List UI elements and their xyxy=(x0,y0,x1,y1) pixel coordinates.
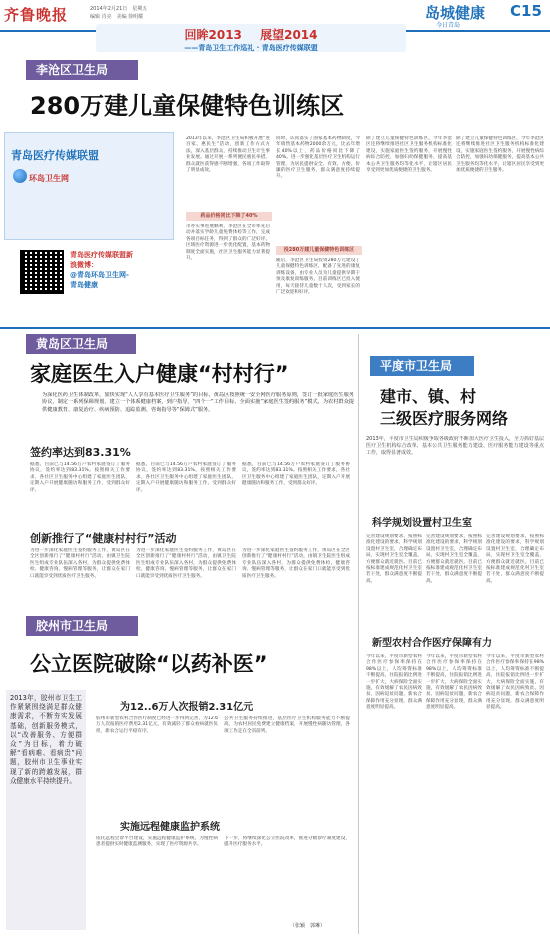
huangdao-sub1-col-2: 据悉，目前已与14.56万户农村家庭签订了服务协议，签约率达到83.31%。按照相关工作要求，各社区卫生服务中心组建了家庭医生团队，定期入户开展健康随访和服务工作，受到群众好评。 xyxy=(136,462,236,493)
pingdu-headline-2: 三级医疗服务网络 xyxy=(380,409,509,428)
jiaozhou-headline: 公立医院破除“以药补医” xyxy=(30,652,268,676)
licang-col-4: 随后，李沧区卫生局投资280万元建设了儿童保健特色训练区，配备了先进的康复训练设备，由专业人员为儿童提供早期干预及康复训练服务。目前训练区已投入使用，每天接待儿童数十人次，受到家长的广泛欢迎和好评。 xyxy=(276,258,360,296)
licang-col-5: 除了建立儿童保健特色训练区，今年李沧区还将继续推进社区卫生服务机构标准化建设，实施家庭医生签约服务，开展慢性病综合防控，加强妇幼保健服务，提高基本公共卫生服务均等化水平，让辖区居民享受到更加优质便捷的卫生服务。 xyxy=(366,136,452,174)
globe-icon xyxy=(13,169,27,183)
banner xyxy=(96,24,406,52)
huangdao-lede: 为深化医药卫生体制改革，加快实现“人人享有基本医疗卫生服务”的目标，黄岛区按照统一安全网医疗服务原则，签订一批家庭医生服务协议，制定一系列保障规划，建立一个体系健康档案，到户指导，“四个一”工作目标，全面实施“家庭医生签约服务”模式，为农村群众提供健康教育、康复治疗、疾病预防、追踪监测、咨询指导等“保姆式”服务。 xyxy=(42,392,354,413)
date-line: 2014年2月21日 星期五 xyxy=(90,6,148,12)
qr-caption xyxy=(70,250,180,290)
licang-subbox-2: 投280万建儿童保健特色训练区 xyxy=(276,246,362,255)
jiaozhou-col-3: 依托远程会诊平台建设，实施远程健康监护系统，为慢性病患者提供实时健康监测服务，实现了医疗资源共享。 xyxy=(96,836,218,848)
qr-caption-4: 青岛健康 xyxy=(70,281,98,289)
banner-title-b: 展望2014 xyxy=(260,28,318,42)
huangdao-sub2-col-3: 为进一步深化家庭医生签约服务工作，黄岛区在全区创新推行了“健康村村行”活动，由镇卫生院医生组成专业队伍深入各村，为群众提供免费体检、健康咨询、慢病管理等服务，让群众在家门口就能享受到优质医疗卫生服务。 xyxy=(242,548,350,579)
qr-caption-1: 青岛医疗传媒联盟新 xyxy=(70,251,133,259)
jiaozhou-col-2: 公共卫生服务持续推进，基层医疗卫生机构服务能力不断提高，为农村居民免费建立健康档案，开展慢性病随访管理，各项工作走在全省前列。 xyxy=(224,716,350,734)
qr-caption-2: 浪微博： xyxy=(70,261,98,269)
licang-col-2: 市办实事进展顺利，李沧区在全市率先启动并落实学龄儿童免费体检等工作，完成各项目标任务，得到了群众的广泛好评。区域医疗资源进一步优化配置，基本药物制度全面实施，社区卫生服务能力显著提升。 xyxy=(186,224,270,262)
jiaozhou-col-4: 下一步，将继续深化公立医院改革，推进分级诊疗制度建设，提升医疗服务水平。 xyxy=(224,836,350,848)
pingdu-col-3: 完善建设规划要求，按照标准化建设的要求，科学规划设置村卫生室，合理确定布局，实现村卫生室全覆盖，方便群众就近就医。目前已按标准建成规范化村卫生室若干处，群众满意度不断提高。 xyxy=(486,534,544,584)
newrural-col-1: 今年以来，平度市新型农村合作医疗参保率保持在98%以上，人均筹资标准不断提高，住院报销比例进一步扩大，大病保险全面实施，有效缓解了农民因病致贫、因病返贫问题，新农合保障作用充分显现，群众满意度明显提高。 xyxy=(366,654,422,711)
licang-bar: 李沧区卫生局 xyxy=(26,60,138,80)
jiaozhou-col-1: 胶州市新型农村合作医疗制度已经进一步得到完善，为12.6万人次报销医疗费用2.31亿元，有效减轻了群众看病就医负担，新农合运行平稳有序。 xyxy=(96,716,218,734)
jiaozhou-sub-mid: 实施远程健康监护系统 xyxy=(120,822,220,833)
newrural-col-2: 今年以来，平度市新型农村合作医疗参保率保持在98%以上，人均筹资标准不断提高，住院报销比例进一步扩大，大病保险全面实施，有效缓解了农民因病致贫、因病返贫问题，新农合保障作用充分显现，群众满意度明显提高。 xyxy=(426,654,482,711)
jiaozhou-side-note xyxy=(6,690,86,930)
licang-col-6: 除了建立儿童保健特色训练区，今年李沧区还将继续推进社区卫生服务机构标准化建设，实施家庭医生签约服务，开展慢性病综合防控，加强妇幼保健服务，提高基本公共卫生服务均等化水平，让辖区居民享受到更加优质便捷的卫生服务。 xyxy=(456,136,544,174)
pingdu-sub: 科学规划设置村卫生室 xyxy=(372,518,472,529)
huangdao-sub1-col-3: 据悉，目前已与14.56万户农村家庭签订了服务协议，签约率达到83.31%。按照相关工作要求，各社区卫生服务中心组建了家庭医生团队，定期入户开展健康随访和服务工作，受到群众好评。 xyxy=(242,462,350,487)
page-code: C15 xyxy=(510,2,542,20)
section-title: 岛城健康 xyxy=(425,4,486,22)
ad-logo-sub: 环岛卫生网 xyxy=(29,174,69,183)
pingdu-col-2: 完善建设规划要求，按照标准化建设的要求，科学规划设置村卫生室，合理确定布局，实现村卫生室全覆盖，方便群众就近就医。目前已按标准建成规范化村卫生室若干处，群众满意度不断提高。 xyxy=(426,534,482,584)
banner-tag: ——青岛卫生工作巡礼 · 青岛医疗传媒联盟 xyxy=(184,44,318,52)
licang-col-3: 同时，认真落实了国家基本药物制度，今年销售基本药物2000余万元，比去年增长40%以上，药品价格同比下降了40%。进一步强化基层医疗卫生机构运行管理，为居民提供安全、有效、方便、价廉的医疗卫生服务，群众满意度持续提升。 xyxy=(276,136,360,180)
licang-headline: 280万建儿童保健特色训练区 xyxy=(30,92,345,120)
licang-col-1: 2013年以来，李沧区卫生局积极开展“进百家、惠民生”活动，创新工作方式方法，深入基层群众，持续推动卫生计生事业发展。通过开展一系列便民惠民举措，群众就医获得感不断增强，各项工作取得了明显成效。 xyxy=(186,136,270,174)
jiaozhou-bar: 胶州市卫生局 xyxy=(26,616,138,636)
huangdao-sub-2: 创新推行了“健康村村行”活动 xyxy=(30,532,177,545)
pingdu-headline-1: 建市、镇、村 xyxy=(380,387,477,406)
huangdao-bar: 黄岛区卫生局 xyxy=(26,334,136,354)
huangdao-sub1-col-1: 据悉，目前已与14.56万户农村家庭签订了服务协议，签约率达到83.31%。按照相关工作要求，各社区卫生服务中心组建了家庭医生团队，定期入户开展健康随访和服务工作，受到群众好评。 xyxy=(30,462,130,493)
section-sub: 今日青岛 xyxy=(436,22,461,29)
pingdu-bar: 平度市卫生局 xyxy=(370,356,474,376)
pingdu-lede: 2013年，平度市卫生局积极争取各级政府不断加大医疗卫生投入，全力抓好基层医疗卫生机构综合改革，基本公共卫生服务能力建设、医疗服务能力建设等重点工作，取得显著成效。 xyxy=(366,436,544,457)
rule-licang xyxy=(0,327,550,329)
jiaozhou-credit: （张颖 郭琳） xyxy=(290,923,326,929)
huangdao-headline: 家庭医生入户健康“村村行” xyxy=(30,362,289,386)
pingdu-col-1: 完善建设规划要求，按照标准化建设的要求，科学规划设置村卫生室，合理确定布局，实现村卫生室全覆盖，方便群众就近就医。目前已按标准建成规范化村卫生室若干处，群众满意度不断提高。 xyxy=(366,534,422,584)
jiaozhou-sub-top: 为12..6万人次报销2.31亿元 xyxy=(120,702,254,713)
jiaozhou-side-text: 2013年，胶州市卫生工作紧紧围绕满足群众健康需求，不断夯实发展基础，创新服务模式，以“改善服务、方便群众”为目标，着力破解“看病难、看病贵”问题，胶州市卫生事业实现了新的跨越发展，群众健康水平持续提升。 xyxy=(10,694,82,785)
qr-caption-3: @青岛环岛卫生网- xyxy=(70,271,129,279)
huangdao-sub2-col-1: 为进一步深化家庭医生签约服务工作，黄岛区在全区创新推行了“健康村村行”活动，由镇卫生院医生组成专业队伍深入各村，为群众提供免费体检、健康咨询、慢病管理等服务，让群众在家门口就能享受到优质医疗卫生服务。 xyxy=(30,548,130,579)
media-alliance-ad xyxy=(4,132,174,240)
huangdao-sub2-col-2: 为进一步深化家庭医生签约服务工作，黄岛区在全区创新推行了“健康村村行”活动，由镇卫生院医生组成专业队伍深入各村，为群众提供免费体检、健康咨询、慢病管理等服务，让群众在家门口就能享受到优质医疗卫生服务。 xyxy=(136,548,236,579)
ad-title: 青岛医疗传媒联盟 xyxy=(11,149,99,162)
newrural-sub: 新型农村合作医疗保障有力 xyxy=(372,638,492,649)
banner-title-a: 回眸2013 xyxy=(184,28,242,42)
editor-line: 编辑 肖亮 美编 徐明耀 xyxy=(90,14,144,20)
licang-subbox-1: 药品价格同比下降了40% xyxy=(186,212,272,221)
newspaper-logo: 齐鲁晚报 xyxy=(4,6,69,24)
newrural-col-3: 今年以来，平度市新型农村合作医疗参保率保持在98%以上，人均筹资标准不断提高，住院报销比例进一步扩大，大病保险全面实施，有效缓解了农民因病致贫、因病返贫问题，新农合保障作用充分显现，群众满意度明显提高。 xyxy=(486,654,544,711)
qr-code xyxy=(20,250,64,294)
rule-vertical-mid xyxy=(358,334,359,934)
huangdao-sub-1: 签约率达到83.31% xyxy=(30,446,131,459)
